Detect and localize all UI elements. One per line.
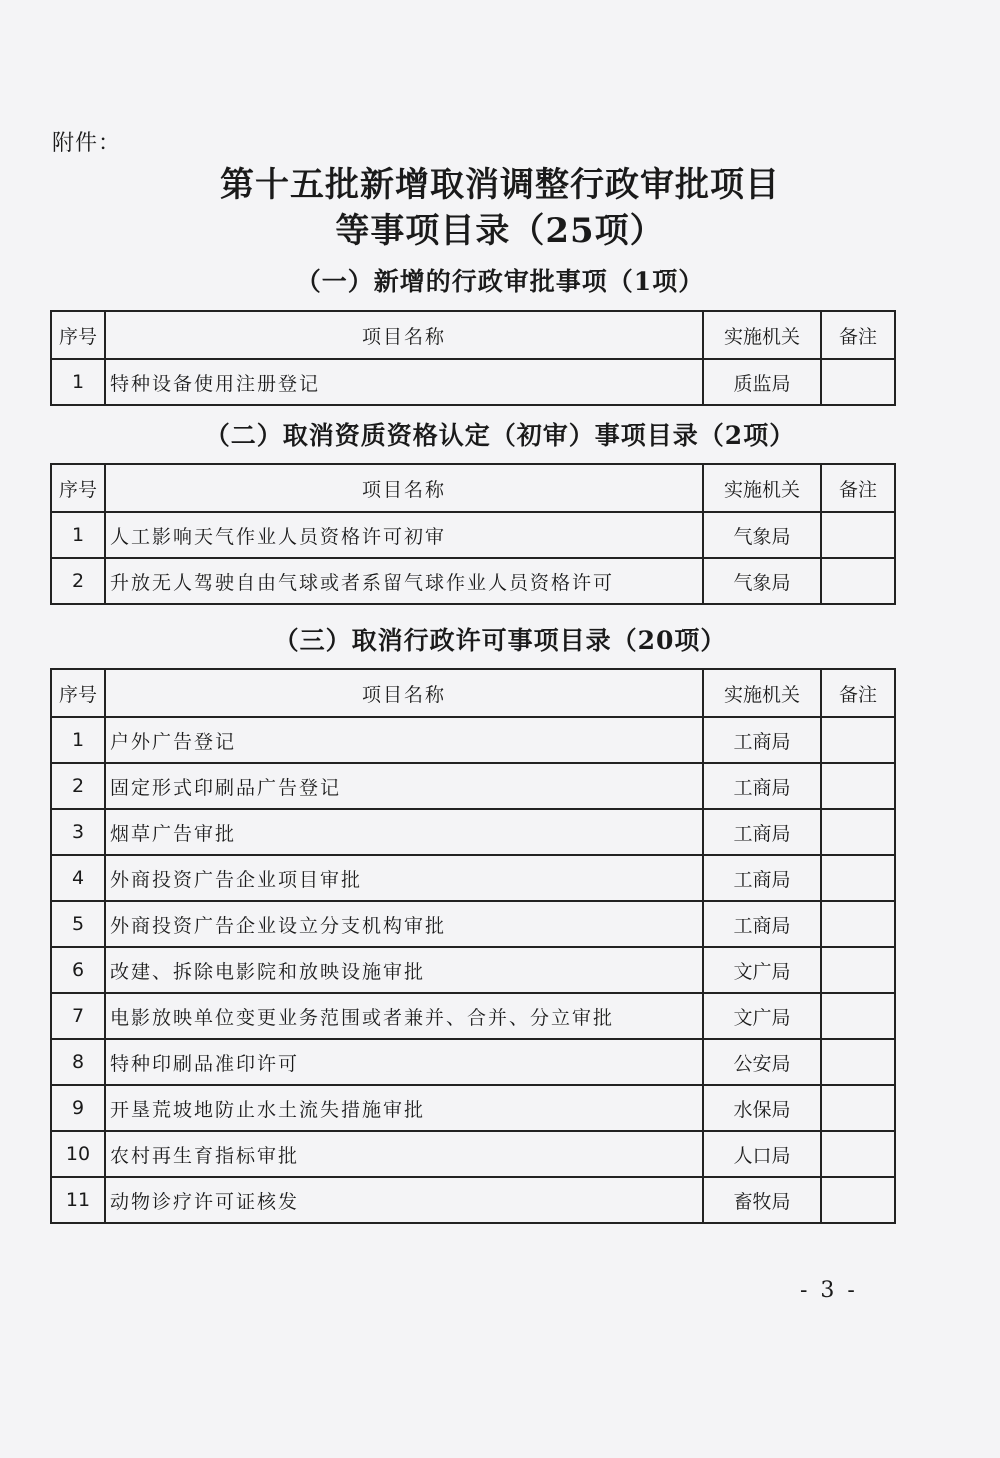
cell-name: 开垦荒坡地防止水土流失措施审批 <box>105 1085 703 1131</box>
document-title-line-1: 第十五批新增取消调整行政审批项目 <box>220 165 780 205</box>
table-row <box>51 558 895 604</box>
cell-name: 固定形式印刷品广告登记 <box>105 763 703 809</box>
cell-name: 农村再生育指标审批 <box>105 1131 703 1177</box>
cell-name: 人工影响天气作业人员资格许可初审 <box>105 512 703 558</box>
column-header-no: 序号 <box>51 669 105 717</box>
column-header-name: 项目名称 <box>105 464 703 512</box>
cell-name: 外商投资广告企业项目审批 <box>105 855 703 901</box>
cell-name: 电影放映单位变更业务范围或者兼并、合并、分立审批 <box>105 993 703 1039</box>
column-header-agency: 实施机关 <box>703 311 821 359</box>
cell-agency: 畜牧局 <box>703 1177 821 1223</box>
table-row <box>51 1177 895 1223</box>
cell-no: 10 <box>51 1131 105 1177</box>
column-header-note: 备注 <box>821 311 895 359</box>
cell-no: 1 <box>51 717 105 763</box>
cell-note <box>821 947 895 993</box>
section-2-table <box>50 463 896 605</box>
cell-agency: 工商局 <box>703 763 821 809</box>
cell-no: 4 <box>51 855 105 901</box>
cell-name: 动物诊疗许可证核发 <box>105 1177 703 1223</box>
column-header-name: 项目名称 <box>105 669 703 717</box>
cell-name: 外商投资广告企业设立分支机构审批 <box>105 901 703 947</box>
cell-note <box>821 359 895 405</box>
table-row <box>51 901 895 947</box>
cell-agency: 气象局 <box>703 558 821 604</box>
cell-no: 2 <box>51 763 105 809</box>
table-row <box>51 855 895 901</box>
cell-agency: 气象局 <box>703 512 821 558</box>
table-row <box>51 993 895 1039</box>
cell-note <box>821 1039 895 1085</box>
table-row <box>51 1039 895 1085</box>
column-header-note: 备注 <box>821 669 895 717</box>
section-1-table <box>50 310 896 406</box>
table-row <box>51 763 895 809</box>
table-row <box>51 717 895 763</box>
cell-note <box>821 901 895 947</box>
cell-name: 特种设备使用注册登记 <box>105 359 703 405</box>
column-header-note: 备注 <box>821 464 895 512</box>
section-1-heading: （一）新增的行政审批事项（1项） <box>295 267 705 296</box>
cell-note <box>821 558 895 604</box>
table-row <box>51 512 895 558</box>
cell-no: 8 <box>51 1039 105 1085</box>
cell-no: 5 <box>51 901 105 947</box>
table-row <box>51 1131 895 1177</box>
column-header-agency: 实施机关 <box>703 464 821 512</box>
cell-note <box>821 763 895 809</box>
cell-agency: 人口局 <box>703 1131 821 1177</box>
section-3-heading: （三）取消行政许可事项目录（20项） <box>273 626 727 655</box>
page-number: - 3 - <box>800 1278 858 1303</box>
cell-name: 户外广告登记 <box>105 717 703 763</box>
document-title-line-2: 等事项目录（25项） <box>335 211 665 251</box>
cell-no: 11 <box>51 1177 105 1223</box>
cell-no: 9 <box>51 1085 105 1131</box>
column-header-no: 序号 <box>51 464 105 512</box>
cell-agency: 工商局 <box>703 809 821 855</box>
column-header-no: 序号 <box>51 311 105 359</box>
cell-name: 特种印刷品准印许可 <box>105 1039 703 1085</box>
cell-name: 改建、拆除电影院和放映设施审批 <box>105 947 703 993</box>
table-header-row <box>51 669 895 717</box>
section-3-table <box>50 668 896 1224</box>
cell-no: 3 <box>51 809 105 855</box>
cell-note <box>821 993 895 1039</box>
cell-agency: 水保局 <box>703 1085 821 1131</box>
table-header-row <box>51 464 895 512</box>
cell-agency: 工商局 <box>703 901 821 947</box>
cell-agency: 公安局 <box>703 1039 821 1085</box>
cell-note <box>821 512 895 558</box>
table-header-row <box>51 311 895 359</box>
cell-agency: 工商局 <box>703 855 821 901</box>
column-header-name: 项目名称 <box>105 311 703 359</box>
table-row <box>51 1085 895 1131</box>
cell-no: 6 <box>51 947 105 993</box>
cell-agency: 文广局 <box>703 947 821 993</box>
table-row <box>51 809 895 855</box>
table-row <box>51 359 895 405</box>
cell-note <box>821 717 895 763</box>
cell-name: 升放无人驾驶自由气球或者系留气球作业人员资格许可 <box>105 558 703 604</box>
cell-name: 烟草广告审批 <box>105 809 703 855</box>
cell-note <box>821 855 895 901</box>
cell-note <box>821 1131 895 1177</box>
table-row <box>51 947 895 993</box>
section-2-heading: （二）取消资质资格认定（初审）事项目录（2项） <box>204 421 796 450</box>
cell-agency: 工商局 <box>703 717 821 763</box>
column-header-agency: 实施机关 <box>703 669 821 717</box>
cell-note <box>821 1085 895 1131</box>
cell-agency: 文广局 <box>703 993 821 1039</box>
cell-no: 2 <box>51 558 105 604</box>
cell-note <box>821 809 895 855</box>
cell-note <box>821 1177 895 1223</box>
attachment-label: 附件： <box>52 131 122 156</box>
cell-agency: 质监局 <box>703 359 821 405</box>
cell-no: 1 <box>51 512 105 558</box>
cell-no: 7 <box>51 993 105 1039</box>
cell-no: 1 <box>51 359 105 405</box>
